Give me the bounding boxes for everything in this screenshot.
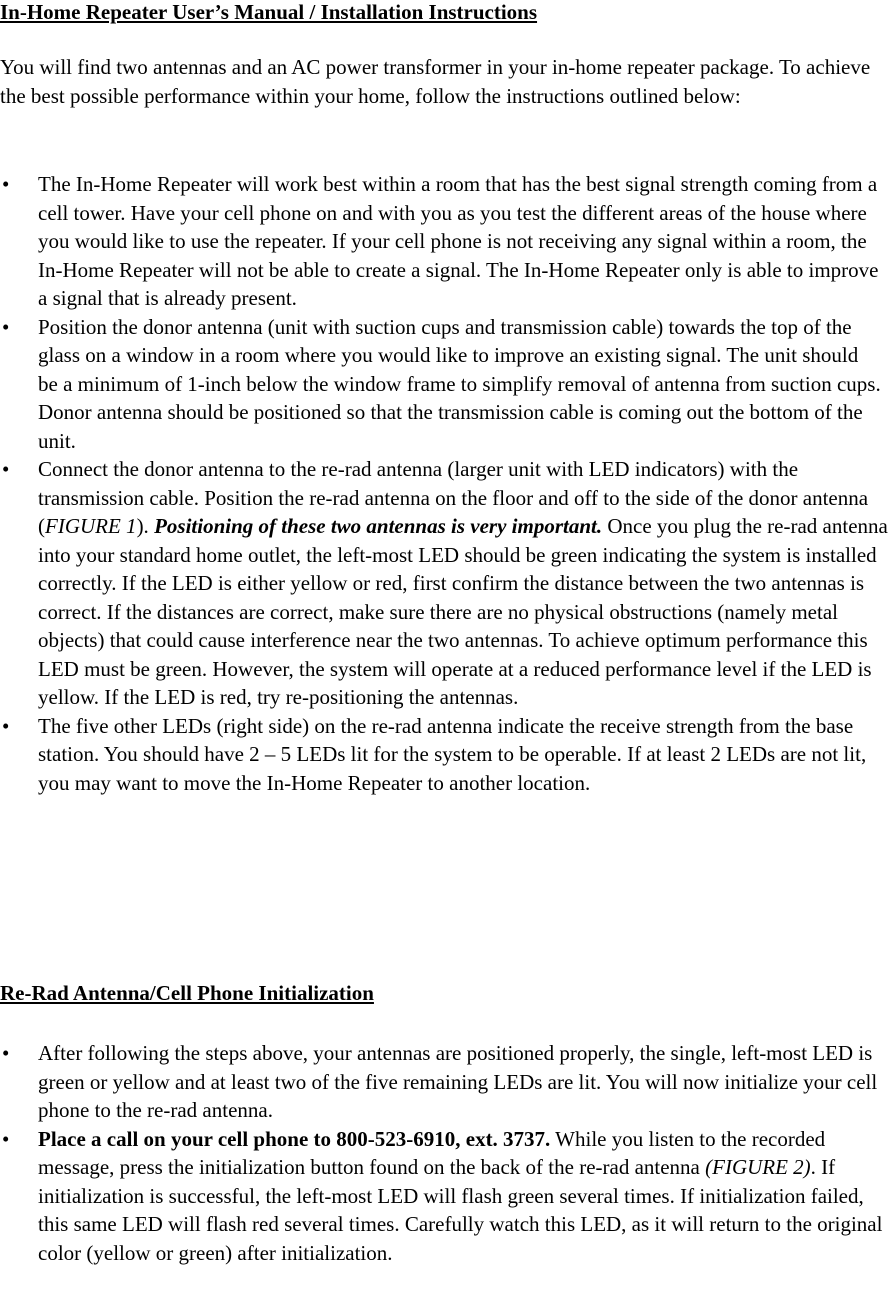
list-item-text: Position the donor antenna (unit with suction cups and transmission cable) towards the top of the glass on a window in a room where you would like to improve an existing signal. The unit should be a minimum of 1-inch below the window frame to simplify removal of antenna from suction cups. Donor antenna should be positioned so that the transmission cable is coming out the bottom of the unit. (38, 314, 881, 453)
bullet-icon: • (2, 172, 10, 196)
bullet-icon: • (2, 1126, 10, 1151)
bullet-icon: • (2, 314, 10, 339)
list-item (0, 712, 896, 798)
list-item-text: After following the steps above, your antennas are positioned properly, the single, left-most LED is green or yellow and at least two of the five remaining LEDs are lit. You will now initialize your cell phone to the re-rad antenna. (38, 1041, 878, 1122)
page-title: In-Home Repeater User’s Manual / Installation Instructions (0, 0, 538, 24)
figure-reference: (FIGURE 2) (705, 1155, 811, 1179)
emphasis-text: Positioning of these two antennas is very important. (154, 514, 603, 538)
list-item (0, 1125, 896, 1268)
figure-reference: FIGURE 1 (45, 514, 137, 538)
phone-instruction: Place a call on your cell phone to 800-523-6910, ext. 3737. (38, 1126, 551, 1151)
list-item (0, 313, 883, 456)
list-item-text: While you listen to the recorded message, press the initialization button found on the back of the re-rad antenna (38, 1126, 826, 1179)
bullet-icon: • (2, 1041, 10, 1065)
intro-paragraph: You will find two antennas and an AC power transformer in your in-home repeater package. To achieve the best possible performance within your home, follow the instructions outlined below: (0, 55, 871, 108)
list-item-text: Connect the donor antenna to the re-rad antenna (larger unit with LED indicators) with the transmission cable. Position the re-rad antenna on the floor and off to the side of the donor antenna ( (38, 457, 869, 538)
list-item (0, 170, 888, 313)
list-item-text: Once you plug the re-rad antenna into your standard home outlet, the left-most LED should be green indicating the system is installed correctly. If the LED is either yellow or red, first confirm the distance between the two antennas is correct. If the distances are correct, make sure there are no physical obstructions (namely metal objects) that could cause interference near the two antennas. To achieve optimum performance this LED must be green. However, the system will operate at a reduced performance level if the LED is yellow. If the LED is red, try re-positioning the antennas. (38, 514, 888, 709)
initialization-list (0, 1039, 896, 1267)
bullet-icon: • (2, 713, 10, 738)
list-item-text: The five other LEDs (right side) on the re-rad antenna indicate the receive strength from the base station. You should have 2 – 5 LEDs lit for the system to be operable. If at least 2 LEDs are not lit, you may want to move the In-Home Repeater to another location. (38, 713, 867, 795)
list-item (0, 1039, 888, 1125)
instructions-list (0, 170, 896, 797)
list-item-text: . If initialization is successful, the left-most LED will flash green several times. If initialization failed, this same LED will flash red several times. Carefully watch this LED, as it will return to the original color (yellow or green) after initialization. (38, 1155, 883, 1265)
list-item-text: ). (136, 514, 155, 538)
list-item-text: The In-Home Repeater will work best within a room that has the best signal strength coming from a cell tower. Have your cell phone on and with you as you test the different areas of the house where you would like to use the repeater. If your cell phone is not receiving any signal within a room, the In-Home Repeater will not be able to create a signal. The In-Home Repeater only is able to improve a signal that is already present. (38, 172, 879, 310)
section-heading: Re-Rad Antenna/Cell Phone Initialization (0, 981, 374, 1005)
bullet-icon: • (2, 457, 10, 481)
list-item (0, 455, 888, 712)
